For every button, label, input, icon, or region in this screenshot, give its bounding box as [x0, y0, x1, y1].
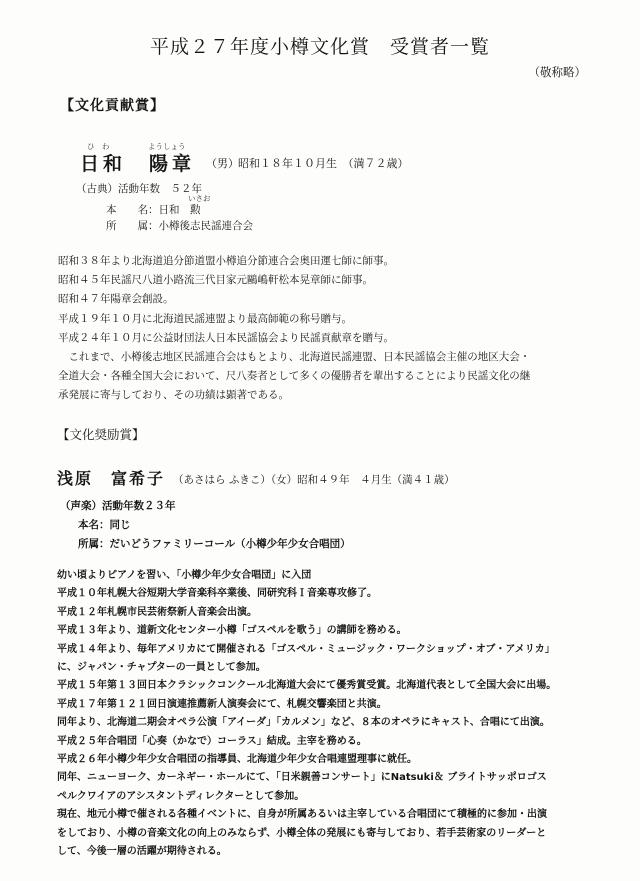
- honorific-note: （敬称略）: [528, 65, 586, 79]
- bio-line: 平成１５年第１３回日本クラシックコンクール北海道大会にて優秀賞受賞。北海道代表として全国大会に出場。: [57, 680, 557, 692]
- biography-encouragement: [57, 567, 556, 862]
- affiliation-label: 所 属：: [106, 220, 159, 232]
- bio-line: 昭和３８年より北海道追分節道盟小樽追分節連合会奥田運七師に師事。: [58, 255, 394, 267]
- awardee-reading-gender-birth: （あさはら ふきこ）（女）昭和４９年 ４月生（満４１歳）: [173, 474, 455, 486]
- real-name-label: 本 名：: [106, 204, 159, 216]
- name-furigana-given: ようしょう: [148, 142, 186, 151]
- bio-line: 平成１７年第１２１回日演連推薦新人演奏会にて、札幌交響楽団と共演。: [57, 698, 387, 710]
- bio-line: 昭和４７年陽章会創設。: [58, 293, 174, 306]
- awardee-affiliation: [106, 218, 253, 233]
- bio-line: 平成２６年小樽少年少女合唱団の指導員、北海道少年少女合唱連盟理事に就任。: [57, 754, 417, 766]
- section-heading-encouragement-award: 【文化奨励賞】: [57, 427, 145, 442]
- bio-line: 平成２５年合唱団「心奏（かなで）コーラス」結成。主宰を務める。: [57, 735, 367, 747]
- bio-line: をしており、小樽の音楽文化の向上のみならず、小樽全体の発展にも寄与しており、若手芸術家のリーダーと: [57, 827, 547, 839]
- bio-line: 平成１２年札幌市民芸術祭新人音楽会出演。: [57, 606, 257, 618]
- awardee-real-name: [106, 202, 201, 217]
- bio-line: 承発展に寄与しており、その功績は顕著である。: [58, 389, 289, 402]
- bio-line: 同年、ニューヨーク、カーネギー・ホールにて、「日米親善コンサート」にNatsuki＆ ブライトサッポロゴス: [57, 772, 547, 784]
- bio-line: に、ジャパン・チャプターの一員として参加。: [57, 662, 266, 674]
- name-furigana-family: ひ わ: [87, 142, 110, 151]
- awardee-birth: 昭和１８年１０月生 （満７２歳）: [238, 157, 409, 170]
- awardee-affiliation: 所属：だいどうファミリーコール（小樽少年少女合唱団）: [78, 538, 351, 550]
- real-name-furigana: いさお: [188, 194, 211, 203]
- section-heading-contribution-award: 【文化貢献賞】: [60, 98, 165, 114]
- biography-contribution: [58, 252, 530, 406]
- bio-line: 全道大会・各種全国大会において、尺八奏者として多くの優勝者を輩出することにより民謡文化の継: [58, 370, 531, 383]
- awardee-name: 浅原 富希子: [57, 469, 166, 488]
- bio-line: 平成１９年１０月に北海道民謡連盟より最高師範の称号贈与。: [58, 312, 352, 325]
- awardee-genre-years: （声楽）活動年数２３年: [60, 500, 176, 512]
- bio-line: 現在、地元小樽で催される各種イベントに、自身が所属あるいは主宰している合唱団にて積極的に参加・出演: [57, 809, 547, 821]
- awardee-gender: （男）: [206, 157, 239, 170]
- bio-line: 昭和４５年民謡尺八道小路流三代目家元鷗嶋軒松本晃章師に師事。: [58, 274, 373, 287]
- affiliation-value: 小樽後志民謡連合会: [158, 220, 253, 232]
- bio-line: 幼い頃よりピアノを習い、「小樽少年少女合唱団」に入団: [57, 570, 312, 581]
- bio-line: 同年より、北海道二期会オペラ公演「アイーダ」「カルメン」など、８本のオペラにキャスト、合唱にて出演。: [57, 717, 550, 729]
- real-name-value: 日和 勲: [158, 204, 201, 216]
- bio-line: ペルクワイアのアシスタントディレクターとして参加。: [57, 790, 305, 802]
- bio-line: 平成２４年１０月に公益財団法人日本民謡協会より民謡貢献章を贈与。: [58, 331, 394, 344]
- bio-line: これまで、小樽後志地区民謡連合会はもとより、北海道民謡連盟、日本民謡協会主催の地区大会・: [58, 351, 531, 364]
- document-title: 平成２７年度小樽文化賞 受賞者一覧: [149, 36, 490, 58]
- bio-line: 平成１３年より、道新文化センター小樽「ゴスペルを歌う」の講師を務める。: [57, 625, 407, 637]
- bio-line: して、今後一層の活躍が期待される。: [57, 846, 227, 858]
- awardee-genre-years: （古典）活動年数 ５２年: [76, 183, 202, 195]
- bio-line: 平成１４年より、毎年アメリカにて開催される「ゴスペル・ミュージック・ワークショップ・オブ・アメリカ」: [57, 643, 555, 655]
- awardee-name: 日和 陽章: [80, 153, 196, 175]
- awardee-real-name: 本名：同じ: [78, 519, 131, 531]
- bio-line: 平成１０年札幌大谷短期大学音楽科卒業後、同研究科Ｉ音楽専攻修了。: [57, 588, 377, 600]
